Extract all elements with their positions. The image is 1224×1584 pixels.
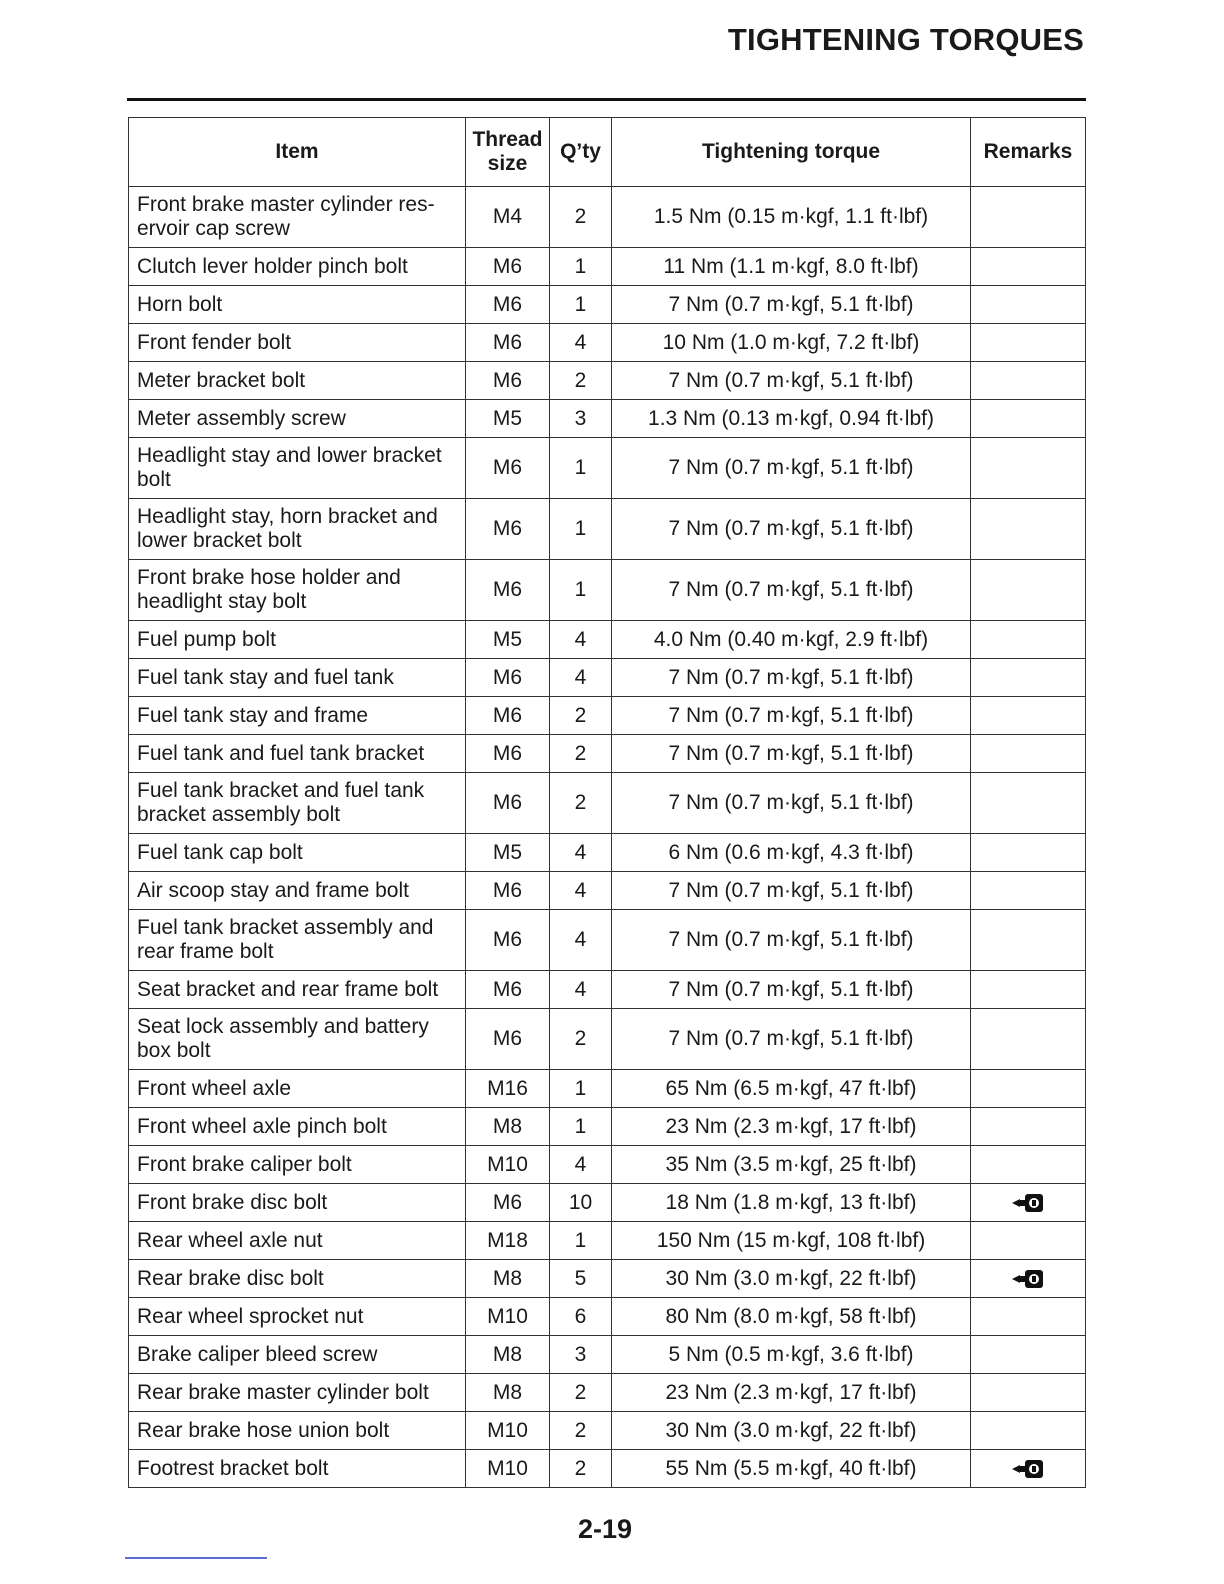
cell-thread-size: M5 — [466, 400, 550, 438]
cell-item: Fuel tank bracket assembly and rear frame bolt — [129, 910, 466, 971]
cell-qty: 2 — [550, 1374, 612, 1412]
cell-remarks — [971, 187, 1086, 248]
cell-item: Footrest bracket bolt — [129, 1450, 466, 1488]
cell-remarks — [971, 971, 1086, 1009]
table-row — [129, 1336, 1086, 1374]
cell-thread-size: M10 — [466, 1450, 550, 1488]
cell-torque: 23 Nm (2.3 m·kgf, 17 ft·lbf) — [612, 1374, 971, 1412]
table-row — [129, 910, 1086, 971]
col-header-torque: Tightening torque — [612, 118, 971, 187]
cell-thread-size: M6 — [466, 362, 550, 400]
col-header-remarks: Remarks — [971, 118, 1086, 187]
cell-item: Headlight stay, horn bracket and lower bracket bolt — [129, 499, 466, 560]
table-row — [129, 971, 1086, 1009]
cell-qty: 1 — [550, 1070, 612, 1108]
cell-thread-size: M10 — [466, 1298, 550, 1336]
cell-item: Horn bolt — [129, 286, 466, 324]
page-number: 2-19 — [577, 1514, 633, 1544]
table-body — [129, 187, 1086, 1488]
table-row — [129, 1412, 1086, 1450]
cell-torque: 7 Nm (0.7 m·kgf, 5.1 ft·lbf) — [612, 659, 971, 697]
cell-item: Front fender bolt — [129, 324, 466, 362]
cell-torque: 23 Nm (2.3 m·kgf, 17 ft·lbf) — [612, 1108, 971, 1146]
table-row — [129, 1450, 1086, 1488]
cell-qty: 4 — [550, 834, 612, 872]
cell-item: Fuel tank stay and fuel tank — [129, 659, 466, 697]
table-row — [129, 1260, 1086, 1298]
cell-torque: 30 Nm (3.0 m·kgf, 22 ft·lbf) — [612, 1412, 971, 1450]
cell-torque: 30 Nm (3.0 m·kgf, 22 ft·lbf) — [612, 1260, 971, 1298]
cell-thread-size: M6 — [466, 697, 550, 735]
cell-torque: 7 Nm (0.7 m·kgf, 5.1 ft·lbf) — [612, 560, 971, 621]
table-row — [129, 362, 1086, 400]
cell-qty: 4 — [550, 872, 612, 910]
cell-qty: 1 — [550, 248, 612, 286]
cell-torque: 7 Nm (0.7 m·kgf, 5.1 ft·lbf) — [612, 362, 971, 400]
table-row — [129, 286, 1086, 324]
cell-item: Front brake caliper bolt — [129, 1146, 466, 1184]
cell-qty: 4 — [550, 659, 612, 697]
cell-item: Fuel tank bracket and fuel tank bracket assembly bolt — [129, 773, 466, 834]
cell-thread-size: M8 — [466, 1374, 550, 1412]
cell-thread-size: M6 — [466, 971, 550, 1009]
table-header-row — [129, 118, 1086, 187]
table-row — [129, 499, 1086, 560]
cell-thread-size: M6 — [466, 735, 550, 773]
cell-torque: 7 Nm (0.7 m·kgf, 5.1 ft·lbf) — [612, 1009, 971, 1070]
cell-item: Rear wheel axle nut — [129, 1222, 466, 1260]
cell-remarks — [971, 1260, 1086, 1298]
cell-item: Rear brake hose union bolt — [129, 1412, 466, 1450]
cell-remarks — [971, 1108, 1086, 1146]
table-row — [129, 1070, 1086, 1108]
cell-qty: 1 — [550, 1222, 612, 1260]
title-rule — [127, 98, 1086, 101]
cell-qty: 4 — [550, 621, 612, 659]
cell-torque: 6 Nm (0.6 m·kgf, 4.3 ft·lbf) — [612, 834, 971, 872]
col-header-qty: Q’ty — [550, 118, 612, 187]
cell-item: Front wheel axle — [129, 1070, 466, 1108]
cell-remarks — [971, 400, 1086, 438]
cell-qty: 2 — [550, 697, 612, 735]
cell-item: Fuel pump bolt — [129, 621, 466, 659]
cell-remarks — [971, 621, 1086, 659]
cell-item: Air scoop stay and frame bolt — [129, 872, 466, 910]
cell-qty: 4 — [550, 910, 612, 971]
table-row — [129, 659, 1086, 697]
table-row — [129, 1146, 1086, 1184]
table-row — [129, 872, 1086, 910]
col-header-thread-size: Thread size — [466, 118, 550, 187]
cell-remarks — [971, 910, 1086, 971]
cell-thread-size: M10 — [466, 1412, 550, 1450]
cell-remarks — [971, 324, 1086, 362]
cell-item: Fuel tank and fuel tank bracket — [129, 735, 466, 773]
cell-torque: 10 Nm (1.0 m·kgf, 7.2 ft·lbf) — [612, 324, 971, 362]
cell-qty: 4 — [550, 324, 612, 362]
cell-remarks — [971, 834, 1086, 872]
cell-torque: 7 Nm (0.7 m·kgf, 5.1 ft·lbf) — [612, 499, 971, 560]
cell-remarks — [971, 1146, 1086, 1184]
locktite-icon — [1011, 1192, 1045, 1214]
cell-remarks — [971, 248, 1086, 286]
cell-torque: 35 Nm (3.5 m·kgf, 25 ft·lbf) — [612, 1146, 971, 1184]
cell-torque: 7 Nm (0.7 m·kgf, 5.1 ft·lbf) — [612, 697, 971, 735]
cell-item: Meter assembly screw — [129, 400, 466, 438]
cell-torque: 7 Nm (0.7 m·kgf, 5.1 ft·lbf) — [612, 286, 971, 324]
cell-qty: 1 — [550, 560, 612, 621]
cell-thread-size: M18 — [466, 1222, 550, 1260]
table-row — [129, 560, 1086, 621]
cell-item: Seat bracket and rear frame bolt — [129, 971, 466, 1009]
locktite-icon — [1011, 1268, 1045, 1290]
cell-remarks — [971, 735, 1086, 773]
cell-thread-size: M5 — [466, 834, 550, 872]
cell-qty: 6 — [550, 1298, 612, 1336]
cell-qty: 2 — [550, 362, 612, 400]
locktite-icon — [1011, 1458, 1045, 1480]
cell-thread-size: M6 — [466, 248, 550, 286]
cell-torque: 7 Nm (0.7 m·kgf, 5.1 ft·lbf) — [612, 773, 971, 834]
footer-link-underline — [125, 1557, 267, 1559]
cell-thread-size: M6 — [466, 773, 550, 834]
col-header-item: Item — [129, 118, 466, 187]
cell-thread-size: M5 — [466, 621, 550, 659]
cell-remarks — [971, 659, 1086, 697]
cell-remarks — [971, 560, 1086, 621]
cell-torque: 11 Nm (1.1 m·kgf, 8.0 ft·lbf) — [612, 248, 971, 286]
cell-torque: 150 Nm (15 m·kgf, 108 ft·lbf) — [612, 1222, 971, 1260]
cell-thread-size: M8 — [466, 1108, 550, 1146]
cell-item: Front wheel axle pinch bolt — [129, 1108, 466, 1146]
table-row — [129, 1222, 1086, 1260]
cell-qty: 2 — [550, 1412, 612, 1450]
cell-qty: 1 — [550, 438, 612, 499]
cell-qty: 4 — [550, 971, 612, 1009]
cell-qty: 5 — [550, 1260, 612, 1298]
cell-qty: 3 — [550, 1336, 612, 1374]
cell-item: Rear brake master cylinder bolt — [129, 1374, 466, 1412]
cell-qty: 2 — [550, 773, 612, 834]
table-row — [129, 1009, 1086, 1070]
cell-remarks — [971, 499, 1086, 560]
table-row — [129, 697, 1086, 735]
cell-thread-size: M4 — [466, 187, 550, 248]
table-row — [129, 324, 1086, 362]
cell-thread-size: M8 — [466, 1260, 550, 1298]
cell-item: Fuel tank stay and frame — [129, 697, 466, 735]
cell-remarks — [971, 438, 1086, 499]
cell-torque: 7 Nm (0.7 m·kgf, 5.1 ft·lbf) — [612, 971, 971, 1009]
cell-torque: 7 Nm (0.7 m·kgf, 5.1 ft·lbf) — [612, 910, 971, 971]
cell-thread-size: M6 — [466, 324, 550, 362]
cell-torque: 7 Nm (0.7 m·kgf, 5.1 ft·lbf) — [612, 735, 971, 773]
cell-item: Clutch lever holder pinch bolt — [129, 248, 466, 286]
cell-remarks — [971, 1298, 1086, 1336]
cell-torque: 18 Nm (1.8 m·kgf, 13 ft·lbf) — [612, 1184, 971, 1222]
torque-table — [128, 117, 1086, 1488]
cell-remarks — [971, 1184, 1086, 1222]
table-row — [129, 400, 1086, 438]
table-row — [129, 735, 1086, 773]
cell-item: Headlight stay and lower bracket bolt — [129, 438, 466, 499]
cell-torque: 80 Nm (8.0 m·kgf, 58 ft·lbf) — [612, 1298, 971, 1336]
cell-remarks — [971, 697, 1086, 735]
cell-thread-size: M6 — [466, 438, 550, 499]
cell-torque: 7 Nm (0.7 m·kgf, 5.1 ft·lbf) — [612, 872, 971, 910]
cell-item: Front brake hose holder and headlight stay bolt — [129, 560, 466, 621]
table-row — [129, 1184, 1086, 1222]
table-row — [129, 438, 1086, 499]
cell-qty: 1 — [550, 499, 612, 560]
cell-remarks — [971, 773, 1086, 834]
cell-item: Front brake disc bolt — [129, 1184, 466, 1222]
cell-qty: 2 — [550, 1009, 612, 1070]
cell-remarks — [971, 1412, 1086, 1450]
cell-thread-size: M6 — [466, 659, 550, 697]
cell-qty: 2 — [550, 1450, 612, 1488]
cell-remarks — [971, 1450, 1086, 1488]
cell-thread-size: M6 — [466, 872, 550, 910]
cell-qty: 4 — [550, 1146, 612, 1184]
cell-remarks — [971, 872, 1086, 910]
cell-qty: 10 — [550, 1184, 612, 1222]
cell-thread-size: M6 — [466, 499, 550, 560]
table-row — [129, 187, 1086, 248]
cell-torque: 4.0 Nm (0.40 m·kgf, 2.9 ft·lbf) — [612, 621, 971, 659]
table-row — [129, 773, 1086, 834]
cell-remarks — [971, 362, 1086, 400]
cell-item: Brake caliper bleed screw — [129, 1336, 466, 1374]
cell-remarks — [971, 1070, 1086, 1108]
cell-torque: 1.5 Nm (0.15 m·kgf, 1.1 ft·lbf) — [612, 187, 971, 248]
cell-torque: 5 Nm (0.5 m·kgf, 3.6 ft·lbf) — [612, 1336, 971, 1374]
table-row — [129, 834, 1086, 872]
cell-torque: 65 Nm (6.5 m·kgf, 47 ft·lbf) — [612, 1070, 971, 1108]
cell-item: Seat lock assembly and battery box bolt — [129, 1009, 466, 1070]
cell-thread-size: M6 — [466, 910, 550, 971]
cell-torque: 1.3 Nm (0.13 m·kgf, 0.94 ft·lbf) — [612, 400, 971, 438]
cell-qty: 1 — [550, 286, 612, 324]
cell-thread-size: M6 — [466, 1009, 550, 1070]
cell-item: Fuel tank cap bolt — [129, 834, 466, 872]
cell-qty: 3 — [550, 400, 612, 438]
cell-thread-size: M10 — [466, 1146, 550, 1184]
cell-thread-size: M6 — [466, 286, 550, 324]
cell-item: Meter bracket bolt — [129, 362, 466, 400]
page-title: TIGHTENING TORQUES — [727, 22, 1084, 57]
table-row — [129, 1298, 1086, 1336]
cell-thread-size: M8 — [466, 1336, 550, 1374]
cell-remarks — [971, 1222, 1086, 1260]
cell-torque: 7 Nm (0.7 m·kgf, 5.1 ft·lbf) — [612, 438, 971, 499]
cell-thread-size: M6 — [466, 560, 550, 621]
cell-qty: 2 — [550, 187, 612, 248]
cell-qty: 2 — [550, 735, 612, 773]
cell-thread-size: M16 — [466, 1070, 550, 1108]
cell-item: Rear brake disc bolt — [129, 1260, 466, 1298]
table-row — [129, 248, 1086, 286]
cell-item: Rear wheel sprocket nut — [129, 1298, 466, 1336]
cell-remarks — [971, 1009, 1086, 1070]
table-row — [129, 1108, 1086, 1146]
table-row — [129, 1374, 1086, 1412]
cell-thread-size: M6 — [466, 1184, 550, 1222]
cell-torque: 55 Nm (5.5 m·kgf, 40 ft·lbf) — [612, 1450, 971, 1488]
cell-remarks — [971, 1374, 1086, 1412]
cell-item: Front brake master cylinder res-ervoir cap screw — [129, 187, 466, 248]
cell-remarks — [971, 286, 1086, 324]
table-row — [129, 621, 1086, 659]
cell-remarks — [971, 1336, 1086, 1374]
cell-qty: 1 — [550, 1108, 612, 1146]
